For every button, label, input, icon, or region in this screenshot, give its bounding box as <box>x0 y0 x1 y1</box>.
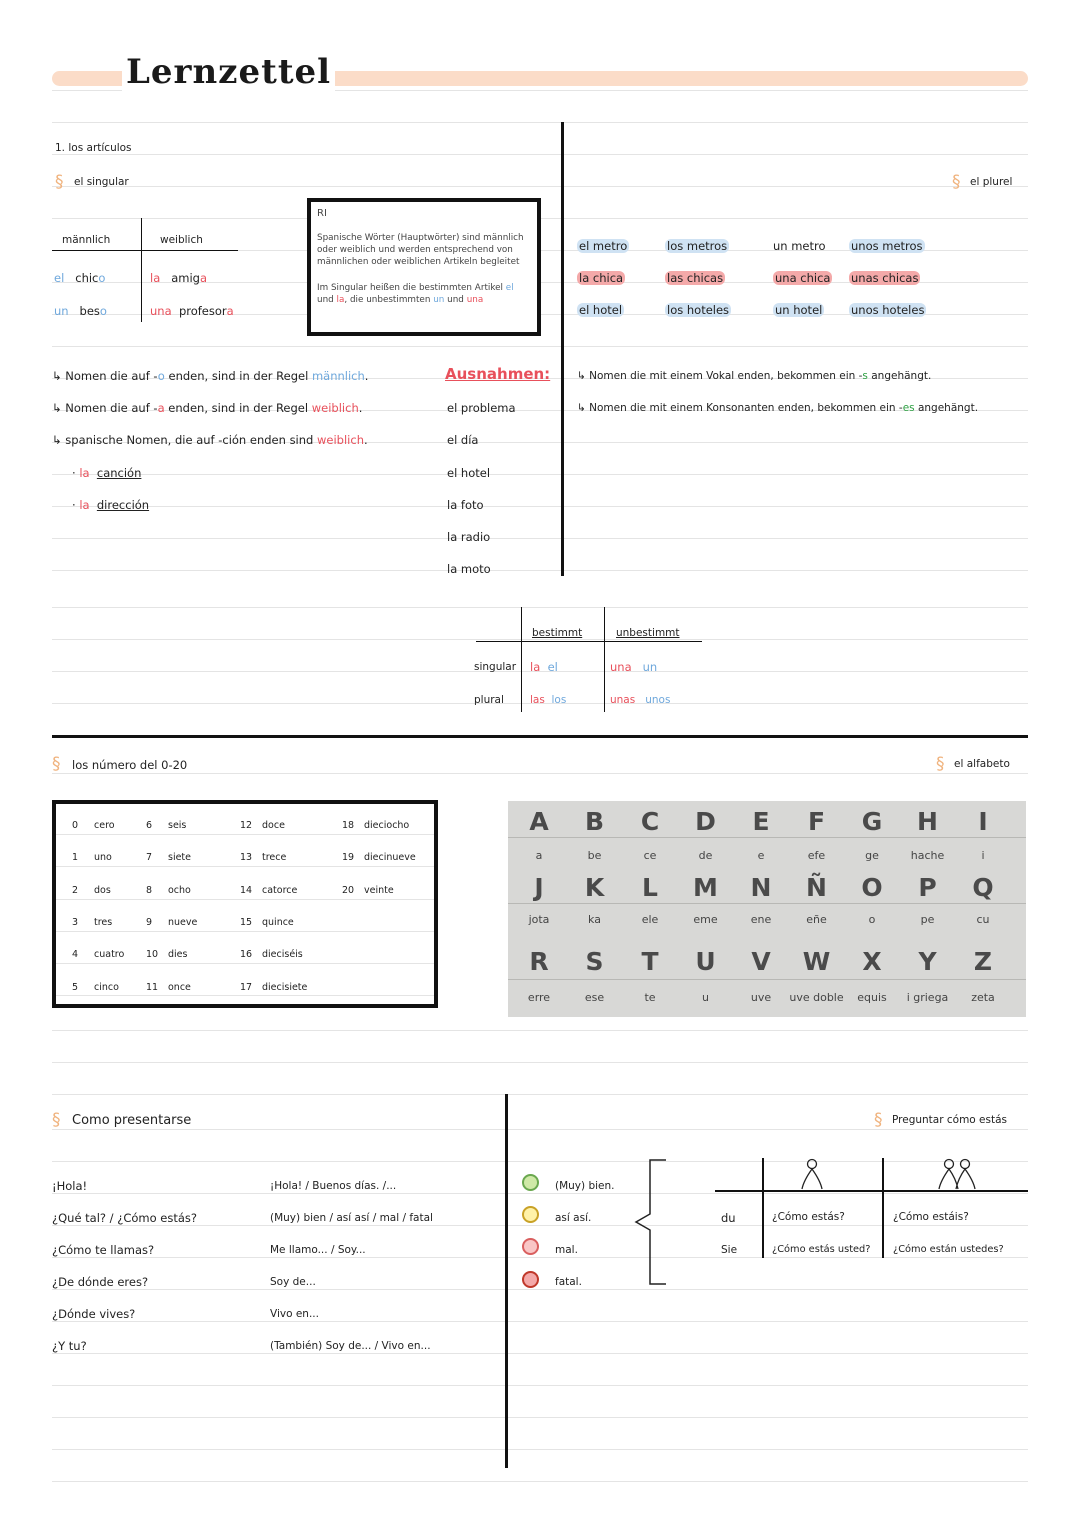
number-item <box>146 885 191 896</box>
alphabet-letter: A <box>529 807 549 836</box>
sad-face-icon <box>522 1238 539 1255</box>
number-digit: 19 <box>342 852 355 863</box>
exception-item: el día <box>447 433 479 447</box>
section-icon: § <box>55 172 64 192</box>
alphabet-letter-name: eme <box>693 913 718 926</box>
alphabet-letter: X <box>862 947 882 976</box>
alphabet-letter-name: ce <box>643 849 657 862</box>
plural-label: el plurel <box>970 176 1013 188</box>
alphabet-letter: V <box>751 947 771 976</box>
number-item <box>72 885 111 896</box>
alphabet-letter-name: efe <box>807 849 826 862</box>
singular-definite: la el <box>530 660 558 674</box>
alphabet-letter: W <box>802 947 831 976</box>
female-row: la amiga <box>150 271 208 285</box>
rule-box-p2: Im Singular heißen die bestimmten Artikel el und la, die unbestimmten un und una <box>317 283 514 305</box>
alphabet-letter: J <box>534 873 544 902</box>
alphabet-heading: el alfabeto <box>954 758 1010 770</box>
presentarse-heading: Como presentarse <box>72 1113 192 1128</box>
alphabet-photo <box>508 801 1026 1017</box>
alphabet-letter-name: zeta <box>971 991 995 1004</box>
singular-label: el singular <box>74 176 129 188</box>
section-icon: § <box>936 754 945 774</box>
number-word: dies <box>168 949 188 960</box>
alphabet-letter-name: ene <box>750 913 772 926</box>
alphabet-letter: Y <box>918 947 937 976</box>
alphabet-letter: K <box>584 873 605 902</box>
section3-divider <box>505 1094 508 1468</box>
number-digit: 4 <box>72 949 79 960</box>
section-divider <box>52 735 1028 738</box>
alphabet-letter: B <box>584 807 605 836</box>
exception-item: el hotel <box>447 466 491 480</box>
number-word: ocho <box>168 885 191 896</box>
number-digit: 11 <box>146 982 159 993</box>
question-item: ¿Cómo te llamas? <box>52 1243 155 1257</box>
number-item <box>240 949 303 960</box>
alphabet-letter-name: de <box>698 849 713 862</box>
very-happy-face-icon <box>522 1174 539 1191</box>
section-icon: § <box>52 1110 61 1130</box>
number-word: diecisiete <box>262 982 308 993</box>
alphabet-letter: T <box>641 947 659 976</box>
numbers-heading: los número del 0-20 <box>72 758 188 772</box>
page-title: Lernzettel <box>122 52 335 92</box>
question-item: ¿Y tu? <box>52 1339 87 1353</box>
rule-box <box>307 198 541 336</box>
question-item: ¿Dónde vives? <box>52 1307 136 1321</box>
alphabet-letter: P <box>918 873 937 902</box>
number-item <box>72 917 112 928</box>
alphabet-letter-name: u <box>702 991 709 1004</box>
exception-item: la radio <box>447 530 491 544</box>
alphabet-letter: L <box>642 873 658 902</box>
alphabet-letter-name: i griega <box>906 991 949 1004</box>
alphabet-letter: O <box>861 873 883 902</box>
number-item <box>146 982 191 993</box>
number-digit: 16 <box>240 949 253 960</box>
mood-label: (Muy) bien. <box>555 1180 615 1192</box>
alphabet-letter: C <box>640 807 660 836</box>
alphabet-letter: M <box>693 873 718 902</box>
alphabet-letter-name: equis <box>857 991 887 1004</box>
alphabet-letter-name: ge <box>865 849 879 862</box>
number-item <box>146 949 187 960</box>
alphabet-letter-name: uve doble <box>789 991 844 1004</box>
alphabet-letter-name: i <box>981 849 985 862</box>
plural-question: ¿Cómo están ustedes? <box>893 1244 1004 1255</box>
number-word: cero <box>94 820 115 831</box>
alphabet-letter: N <box>750 873 772 902</box>
exceptions-title: Ausnahmen: <box>445 365 551 383</box>
number-word: uno <box>94 852 112 863</box>
number-item <box>72 820 115 831</box>
alphabet-letter-name: eñe <box>806 913 827 926</box>
alphabet-letter: H <box>917 807 938 836</box>
articulos-heading: 1. los artículos <box>55 142 132 154</box>
number-digit: 20 <box>342 885 355 896</box>
article-summary-table <box>474 607 704 712</box>
exception-item: la moto <box>447 562 491 576</box>
male-row: el chico <box>54 271 106 285</box>
rule-masculine: ↳ Nomen die auf -o enden, sind in der Regel männlich. <box>52 369 369 383</box>
pronoun-sie: Sie <box>721 1244 738 1256</box>
number-item <box>146 820 186 831</box>
number-item <box>240 917 294 928</box>
people-icon <box>935 1158 979 1190</box>
col-header-definite: bestimmt <box>532 627 583 639</box>
singular-question: ¿Cómo estás usted? <box>772 1244 871 1255</box>
number-digit: 8 <box>146 885 153 896</box>
question-item: ¿De dónde eres? <box>52 1275 149 1289</box>
brace-icon <box>630 1158 670 1286</box>
answer-item: Soy de... <box>270 1276 316 1288</box>
alphabet-letter-name: ka <box>588 913 601 926</box>
number-item <box>342 885 394 896</box>
preguntar-heading: Preguntar cómo estás <box>892 1114 1008 1126</box>
neutral-face-icon <box>522 1206 539 1223</box>
singular-indefinite: una un <box>610 660 658 674</box>
number-digit: 17 <box>240 982 253 993</box>
alphabet-letter-name: pe <box>920 913 935 926</box>
answer-item: Vivo en... <box>270 1308 319 1320</box>
alphabet-letter: G <box>861 807 883 836</box>
alphabet-letter: S <box>585 947 604 976</box>
answer-item: Me llamo... / Soy... <box>270 1244 366 1256</box>
alphabet-letter-name: te <box>644 991 656 1004</box>
alphabet-letter: U <box>695 947 716 976</box>
number-digit: 12 <box>240 820 253 831</box>
rule-box-title: RI <box>317 208 327 219</box>
number-item <box>72 949 124 960</box>
number-word: dieciséis <box>262 949 303 960</box>
alphabet-letter: F <box>807 807 826 836</box>
number-word: doce <box>262 820 285 831</box>
section-icon: § <box>952 172 961 192</box>
answer-item: ¡Hola! / Buenos días. /... <box>270 1180 397 1192</box>
rule-cion: ↳ spanische Nomen, die auf -ción enden sind weiblich. <box>52 433 368 447</box>
alphabet-letter-name: hache <box>910 849 945 862</box>
col-header-indefinite: unbestimmt <box>616 627 680 639</box>
number-item <box>240 820 285 831</box>
alphabet-letter-name: cu <box>976 913 990 926</box>
plural-indefinite: unas unos <box>610 694 671 706</box>
number-item <box>240 852 286 863</box>
number-word: once <box>168 982 191 993</box>
number-digit: 5 <box>72 982 79 993</box>
alphabet-letter-name: o <box>868 913 876 926</box>
answer-item: (Muy) bien / así así / mal / fatal <box>270 1212 433 1224</box>
plural-definite: las los <box>530 694 567 706</box>
answer-item: (También) Soy de... / Vivo en... <box>270 1340 431 1352</box>
plural-rule-consonant: ↳ Nomen die mit einem Konsonanten enden, bekommen ein -es angehängt. <box>577 402 979 414</box>
plural-rule-vowel: ↳ Nomen die mit einem Vokal enden, bekommen ein -s angehängt. <box>577 370 932 382</box>
example-item: · la dirección <box>72 498 150 512</box>
singular-question: ¿Cómo estás? <box>772 1211 845 1223</box>
alphabet-letter: I <box>978 807 988 836</box>
number-digit: 18 <box>342 820 355 831</box>
alphabet-letter-name: erre <box>527 991 551 1004</box>
section1-divider <box>561 122 564 576</box>
row-singular: singular <box>474 661 517 673</box>
number-word: dieciocho <box>364 820 410 831</box>
number-word: diecinueve <box>364 852 416 863</box>
number-word: cinco <box>94 982 119 993</box>
very-sad-face-icon <box>522 1271 539 1288</box>
alphabet-letter-name: ese <box>584 991 605 1004</box>
alphabet-letter: Ñ <box>806 873 827 902</box>
alphabet-letter-name: jota <box>528 913 550 926</box>
exception-item: el problema <box>447 401 516 415</box>
number-digit: 3 <box>72 917 79 928</box>
number-item <box>240 885 297 896</box>
number-digit: 9 <box>146 917 153 928</box>
alphabet-letter-name: a <box>535 849 543 862</box>
numbers-box <box>52 800 438 1008</box>
alphabet-letter: Q <box>972 873 994 902</box>
number-word: tres <box>94 917 113 928</box>
alphabet-letter: D <box>695 807 716 836</box>
rule-box-p1: Spanische Wörter (Hauptwörter) sind männlich oder weiblich und werden entsprechend von männlichen oder weiblichen Artikeln begleitet <box>317 233 524 267</box>
number-item <box>146 917 197 928</box>
number-digit: 0 <box>72 820 79 831</box>
gender-table <box>52 218 242 322</box>
mood-label: fatal. <box>555 1276 582 1288</box>
alphabet-letter: Z <box>973 947 993 976</box>
number-digit: 6 <box>146 820 153 831</box>
number-item <box>342 820 409 831</box>
number-digit: 14 <box>240 885 253 896</box>
question-item: ¿Qué tal? / ¿Cómo estás? <box>52 1211 197 1225</box>
number-item <box>72 982 119 993</box>
section-icon: § <box>874 1110 883 1130</box>
row-plural: plural <box>474 694 504 706</box>
alphabet-letter-name: e <box>757 849 765 862</box>
number-word: seis <box>168 820 187 831</box>
number-digit: 13 <box>240 852 253 863</box>
number-digit: 1 <box>72 852 79 863</box>
number-digit: 15 <box>240 917 253 928</box>
alphabet-letter-name: be <box>587 849 602 862</box>
header-female: weiblich <box>160 234 203 246</box>
number-digit: 7 <box>146 852 153 863</box>
number-item <box>342 852 416 863</box>
rule-feminine: ↳ Nomen die auf -a enden, sind in der Regel weiblich. <box>52 401 363 415</box>
number-word: nueve <box>168 917 198 928</box>
male-row: un beso <box>54 304 107 318</box>
number-word: trece <box>262 852 287 863</box>
alphabet-letter: R <box>529 947 549 976</box>
female-row: una profesora <box>150 304 234 318</box>
number-word: quince <box>262 917 294 928</box>
number-item <box>72 852 112 863</box>
mood-label: así así. <box>555 1212 592 1224</box>
example-item: · la canción <box>72 466 142 480</box>
alphabet-letter: E <box>752 807 770 836</box>
header-male: männlich <box>62 234 111 246</box>
number-word: catorce <box>262 885 298 896</box>
number-digit: 10 <box>146 949 159 960</box>
alphabet-letter-name: ele <box>641 913 659 926</box>
number-digit: 2 <box>72 885 79 896</box>
preguntar-table <box>715 1158 1028 1258</box>
alphabet-letter-name: uve <box>750 991 772 1004</box>
question-item: ¡Hola! <box>52 1179 88 1193</box>
section-icon: § <box>52 754 61 774</box>
mood-label: mal. <box>555 1244 578 1256</box>
number-word: cuatro <box>94 949 125 960</box>
number-word: veinte <box>364 885 394 896</box>
number-item <box>146 852 191 863</box>
pronoun-du: du <box>721 1211 736 1225</box>
number-word: dos <box>94 885 111 896</box>
number-item <box>240 982 307 993</box>
exception-item: la foto <box>447 498 484 512</box>
person-icon <box>797 1158 827 1190</box>
plural-question: ¿Cómo estáis? <box>893 1211 969 1223</box>
number-word: siete <box>168 852 192 863</box>
